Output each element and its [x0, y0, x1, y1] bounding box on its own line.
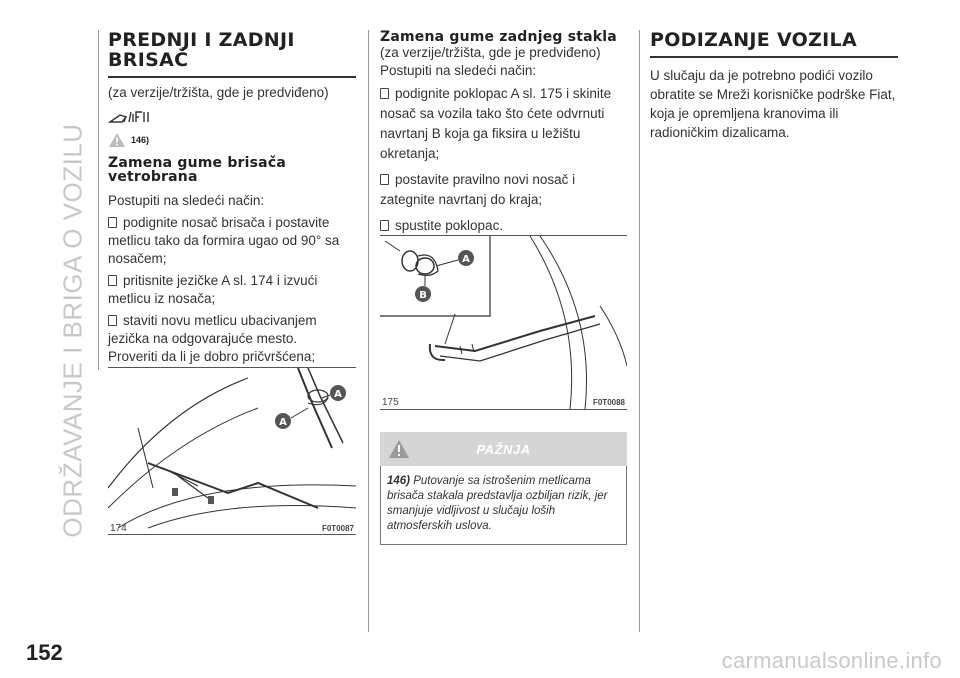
warning-body: [380, 466, 627, 545]
column-rear-wiper: [380, 30, 628, 236]
sidebar-rule: [98, 30, 99, 370]
checkbox-bullet-icon: [380, 220, 389, 231]
step-item: podignite nosač brisača i postavite metlicu tako da formira ugao od 90° sa nosačem;: [108, 215, 340, 266]
page-number: 152: [26, 640, 63, 665]
variant-note: (za verzije/tržišta, gde je predviđeno): [108, 85, 329, 100]
intro-text: Postupiti na sledeći način:: [108, 193, 265, 208]
service-icon: [108, 108, 356, 126]
callout-a-label: A: [279, 417, 287, 428]
variant-note: (za verzije/tržišta, gde je predviđeno): [380, 45, 601, 60]
outro-text: Proveriti da li je dobro pričvršćena;: [108, 349, 316, 364]
figure-code: F0T0088: [592, 398, 625, 407]
warning-reference: [108, 132, 356, 148]
checkbox-bullet-icon: [108, 217, 117, 228]
rear-wiper-illustration: [380, 236, 627, 409]
column-divider-1: [368, 30, 369, 632]
step-item: staviti novu metlicu ubacivanjem jezička na odgovarajuće mesto.: [108, 313, 317, 346]
checkbox-bullet-icon: [380, 174, 389, 185]
callout-a-label: A: [462, 254, 470, 265]
chapter-title-text: ODRŽAVANJE I BRIGA O VOZILU: [57, 122, 88, 538]
checkbox-bullet-icon: [108, 275, 117, 286]
step-item: podignite poklopac A sl. 175 i skinite nosač sa vozila tako što ćete odvrnuti navrtanj B koja ga fiksira u ležištu okretanja;: [380, 86, 612, 161]
column-divider-2: [639, 30, 640, 632]
warning-ref-number: 146): [131, 135, 150, 145]
figure-number: 175: [382, 397, 399, 408]
section-heading-wipers: PREDNJI I ZADNJI BRISAČ: [108, 30, 356, 78]
subheading-rear-glass: Zamena gume zadnjeg stakla: [380, 29, 617, 45]
warning-triangle-icon: [108, 132, 126, 148]
checkbox-bullet-icon: [380, 88, 389, 99]
callout-a-label: A: [334, 389, 342, 400]
subheading-windshield: Zamena gume brisača vetrobrana: [108, 155, 286, 185]
warning-header: [380, 432, 627, 466]
figure-175: [380, 235, 627, 410]
checkbox-bullet-icon: [108, 315, 117, 326]
step-item: postavite pravilno novi nosač i zategnite navrtanj do kraja;: [380, 172, 576, 207]
step-item: spustite poklopac.: [380, 216, 628, 236]
windshield-wiper-illustration: [108, 368, 356, 534]
chapter-vertical-title: [56, 30, 90, 630]
figure-code: F0T0087: [321, 524, 354, 533]
lifting-body: U slučaju da je potrebno podići vozilo obratite se Mreži korisničke podrške Fiat, koja je opremljena kranovima ili radioničkim dizalicama.: [650, 68, 896, 140]
callout-b-label: B: [419, 290, 427, 301]
column-lifting: [650, 30, 898, 142]
watermark: carmanualsonline.info: [721, 648, 942, 673]
warning-ref: 146): [387, 475, 411, 487]
column-wipers: [108, 30, 356, 366]
step-item: pritisnite jezičke A sl. 174 i izvući metlicu iz nosača;: [108, 273, 318, 306]
figure-number: 174: [110, 523, 127, 534]
warning-text: Putovanje sa istrošenim metlicama brisača stakala predstavlja ozbiljan rizik, jer smanjuje vidljivost u slučaju loših atmosferskih uslova.: [387, 475, 608, 532]
intro-text: Postupiti na sledeći način:: [380, 63, 537, 78]
figure-174: [108, 367, 356, 535]
warning-box: [380, 432, 627, 545]
warning-title: PAŽNJA: [476, 442, 531, 457]
section-heading-lifting: PODIZANJE VOZILA: [650, 30, 898, 58]
